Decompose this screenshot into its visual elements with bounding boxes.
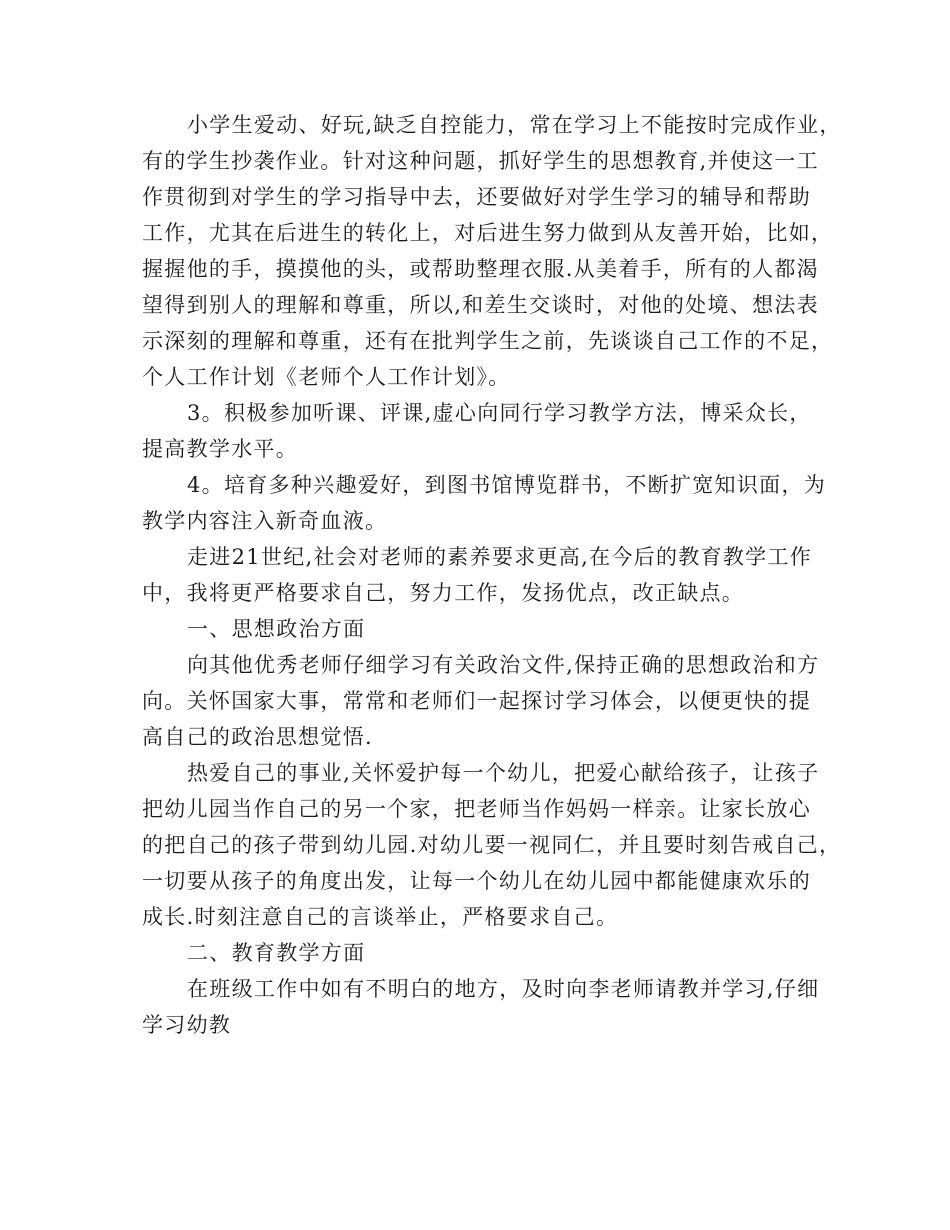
- paragraph-line: 学习幼教: [142, 1013, 232, 1037]
- list-item: 4。培育多种兴趣爱好，到图书馆博览群书，不断扩宽知识面，为: [187, 473, 827, 497]
- section-heading: 一、思想政治方面: [187, 617, 366, 641]
- paragraph-line: 高自己的政治思想觉悟.: [142, 725, 373, 749]
- paragraph-line: 向其他优秀老师仔细学习有关政治文件,保持正确的思想政治和方: [187, 653, 820, 677]
- paragraph-line: 作贯彻到对学生的学习指导中去，还要做好对学生学习的辅导和帮助: [142, 185, 811, 209]
- list-item-continuation: 教学内容注入新奇血液。: [142, 509, 388, 533]
- paragraph-line: 中，我将更严格要求自己，努力工作，发扬优点，改正缺点。: [142, 581, 745, 605]
- paragraph-line: 有的学生抄袭作业。针对这种问题，抓好学生的思想教育,并使这一工: [142, 149, 819, 173]
- paragraph-line: 示深刻的理解和尊重，还有在批判学生之前，先谈谈自己工作的不足，: [142, 329, 834, 353]
- paragraph-line: 望得到别人的理解和尊重，所以,和差生交谈时，对他的处境、想法表: [142, 293, 819, 317]
- paragraph-line: 向。关怀国家大事，常常和老师们一起探讨学习体会，以便更快的提: [142, 689, 811, 713]
- paragraph-line: 小学生爱动、好玩,缺乏自控能力，常在学习上不能按时完成作业，: [187, 113, 842, 137]
- paragraph-line: 个人工作计划《老师个人工作计划》。: [142, 365, 511, 389]
- section-heading: 二、教育教学方面: [187, 941, 366, 965]
- list-item-continuation: 提高教学水平。: [142, 437, 299, 461]
- paragraph-line: 的把自己的孩子带到幼儿园.对幼儿要一视同仁，并且要时刻告戒自己，: [142, 833, 842, 857]
- list-item: 3。积极参加听课、评课,虚心向同行学习教学方法，博采众长，: [187, 401, 812, 425]
- paragraph-line: 工作，尤其在后进生的转化上，对后进生努力做到从友善开始，比如，: [142, 221, 834, 245]
- paragraph-line: 成长.时刻注意自己的言谈举止，严格要求自己。: [142, 905, 619, 929]
- paragraph-line: 把幼儿园当作自己的另一个家，把老师当作妈妈一样亲。让家长放心: [142, 797, 811, 821]
- paragraph-line: 在班级工作中如有不明白的地方，及时向李老师请教并学习,仔细: [187, 977, 820, 1001]
- paragraph-line: 握握他的手，摸摸他的头，或帮助整理衣服.从美着手，所有的人都渴: [142, 257, 819, 281]
- paragraph-line: 走进21世纪,社会对老师的素养要求更高,在今后的教育教学工作: [187, 545, 813, 569]
- paragraph-line: 一切要从孩子的角度出发，让每一个幼儿在幼儿园中都能健康欢乐的: [142, 869, 811, 893]
- paragraph-line: 热爱自己的事业,关怀爱护每一个幼儿，把爱心献给孩子，让孩子: [187, 761, 820, 785]
